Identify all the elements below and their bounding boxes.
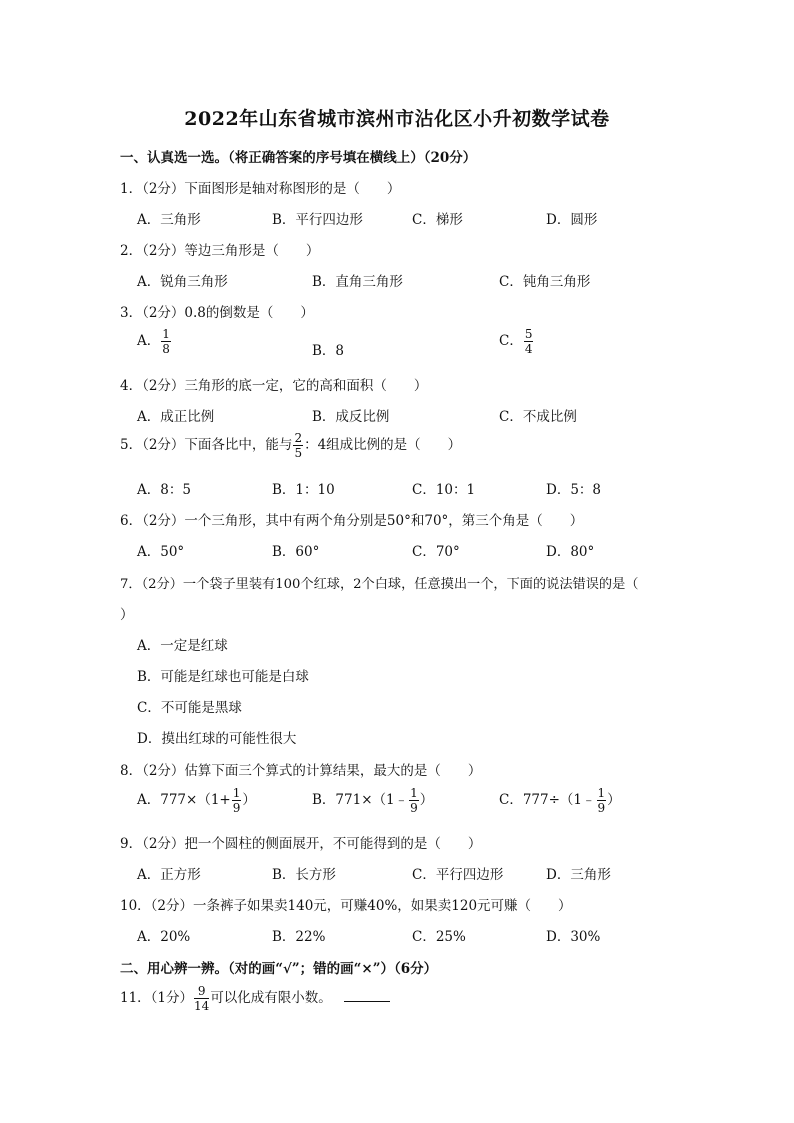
question-6-option-a: A．50° <box>137 544 185 560</box>
question-10-option-c: C．25% <box>412 929 466 945</box>
fraction-numerator: 1 <box>162 327 170 341</box>
question-2-option-a: A．锐角三角形 <box>137 274 228 290</box>
fraction-denominator: 9 <box>410 801 418 815</box>
fraction-numerator: 2 <box>294 431 303 445</box>
option-text: A．777×（1+ <box>137 792 231 808</box>
question-6-option-c: C．70° <box>412 544 460 560</box>
stem-text: 可以化成有限小数。 <box>210 990 332 1006</box>
stem-text: 5．（2分）下面各比中，能与 <box>120 437 293 453</box>
option-text: B．771×（1﹣ <box>312 792 409 808</box>
fraction <box>232 787 242 814</box>
fraction-numerator: 1 <box>597 786 606 800</box>
question-3-option-c <box>499 328 534 355</box>
fraction-denominator: 4 <box>524 342 533 356</box>
fraction-denominator: 9 <box>232 801 241 815</box>
section-2-heading: 二、用心辨一辨。（对的画“√”；错的画“×”）（6分） <box>120 961 438 977</box>
question-9-option-c: C．平行四边形 <box>412 867 504 883</box>
question-10-option-a: A．20% <box>137 929 191 945</box>
question-4-stem: 4．（2分）三角形的底一定，它的高和面积（ ） <box>120 378 428 394</box>
question-8-option-b <box>312 787 433 814</box>
question-9-option-b: B．长方形 <box>272 867 336 883</box>
question-7-stem: 7．（2分）一个袋子里装有100个红球，2个白球，任意摸出一个，下面的说法错误的是（ <box>120 577 639 592</box>
question-1-option-c: C．梯形 <box>412 212 463 228</box>
fraction <box>597 787 607 814</box>
question-5-option-a: A．8：5 <box>137 482 191 498</box>
answer-blank[interactable] <box>344 1000 390 1002</box>
question-4-option-b: B．成反比例 <box>312 409 390 425</box>
fraction-denominator: 5 <box>294 446 303 460</box>
question-2-option-c: C．钝角三角形 <box>499 274 591 290</box>
fraction <box>161 328 171 355</box>
question-10-stem: 10．（2分）一条裤子如果卖140元，可赚40%，如果卖120元可赚（ ） <box>120 898 572 914</box>
question-9-option-a: A．正方形 <box>137 867 201 883</box>
question-7-option-b: B．可能是红球也可能是白球 <box>137 669 309 685</box>
fraction-numerator: 9 <box>194 985 209 999</box>
question-7-option-c: C．不可能是黑球 <box>137 700 242 716</box>
question-8-stem: 8．（2分）估算下面三个算式的计算结果，最大的是（ ） <box>120 763 482 779</box>
question-10-option-d: D．30% <box>546 929 601 945</box>
question-4-option-a: A．成正比例 <box>137 409 215 425</box>
question-6-option-d: D．80° <box>546 544 595 560</box>
fraction-numerator: 1 <box>410 786 418 800</box>
question-2-option-b: B．直角三角形 <box>312 274 403 290</box>
question-1-option-b: B．平行四边形 <box>272 212 363 228</box>
question-5-option-c: C．10：1 <box>412 482 476 498</box>
fraction <box>194 985 209 1012</box>
question-5-option-d: D．5：8 <box>546 482 602 498</box>
fraction-denominator: 9 <box>597 801 606 815</box>
fraction <box>524 328 534 355</box>
question-9-option-d: D．三角形 <box>546 867 611 883</box>
question-11-stem <box>120 985 390 1012</box>
section-1-heading: 一、认真选一选。（将正确答案的序号填在横线上）（20分） <box>120 150 477 166</box>
question-2-stem: 2．（2分）等边三角形是（ ） <box>120 243 320 259</box>
question-6-option-b: B．60° <box>272 544 320 560</box>
question-1-option-a: A．三角形 <box>137 212 201 228</box>
question-1-option-d: D．圆形 <box>546 212 598 228</box>
stem-text: ：4组成比例的是（ ） <box>304 437 462 453</box>
option-text: C．777÷（1﹣ <box>499 792 596 808</box>
option-text: ） <box>419 792 434 808</box>
fraction-numerator: 5 <box>524 327 533 341</box>
question-10-option-b: B．22% <box>272 929 326 945</box>
option-label: C． <box>499 333 523 349</box>
option-text: ） <box>242 792 256 808</box>
fraction <box>293 432 303 459</box>
question-7-option-a: A．一定是红球 <box>137 638 228 654</box>
fraction <box>409 787 419 814</box>
question-7-option-d: D．摸出红球的可能性很大 <box>137 731 297 747</box>
question-3-option-a <box>137 328 172 355</box>
question-3-stem: 3．（2分）0.8的倒数是（ ） <box>120 305 314 321</box>
question-9-stem: 9．（2分）把一个圆柱的侧面展开，不可能得到的是（ ） <box>120 836 482 852</box>
question-7-stem-continued: ） <box>120 607 134 623</box>
question-8-option-c <box>499 787 621 814</box>
option-text: ） <box>607 792 621 808</box>
page-title: 2022年山东省城市滨州市沾化区小升初数学试卷 <box>184 108 610 130</box>
question-5-option-b: B．1：10 <box>272 482 335 498</box>
fraction-denominator: 14 <box>194 999 210 1013</box>
stem-text: 11．（1分） <box>120 990 194 1006</box>
fraction-denominator: 8 <box>162 342 170 356</box>
question-8-option-a <box>137 787 256 814</box>
question-3-option-b: B．8 <box>312 343 345 359</box>
question-6-stem: 6．（2分）一个三角形，其中有两个角分别是50°和70°，第三个角是（ ） <box>120 513 584 529</box>
question-4-option-c: C．不成比例 <box>499 409 577 425</box>
question-1-stem: 1．（2分）下面图形是轴对称图形的是（ ） <box>120 181 401 197</box>
fraction-numerator: 1 <box>232 786 241 800</box>
option-label: A． <box>137 333 161 349</box>
question-5-stem <box>120 432 461 459</box>
